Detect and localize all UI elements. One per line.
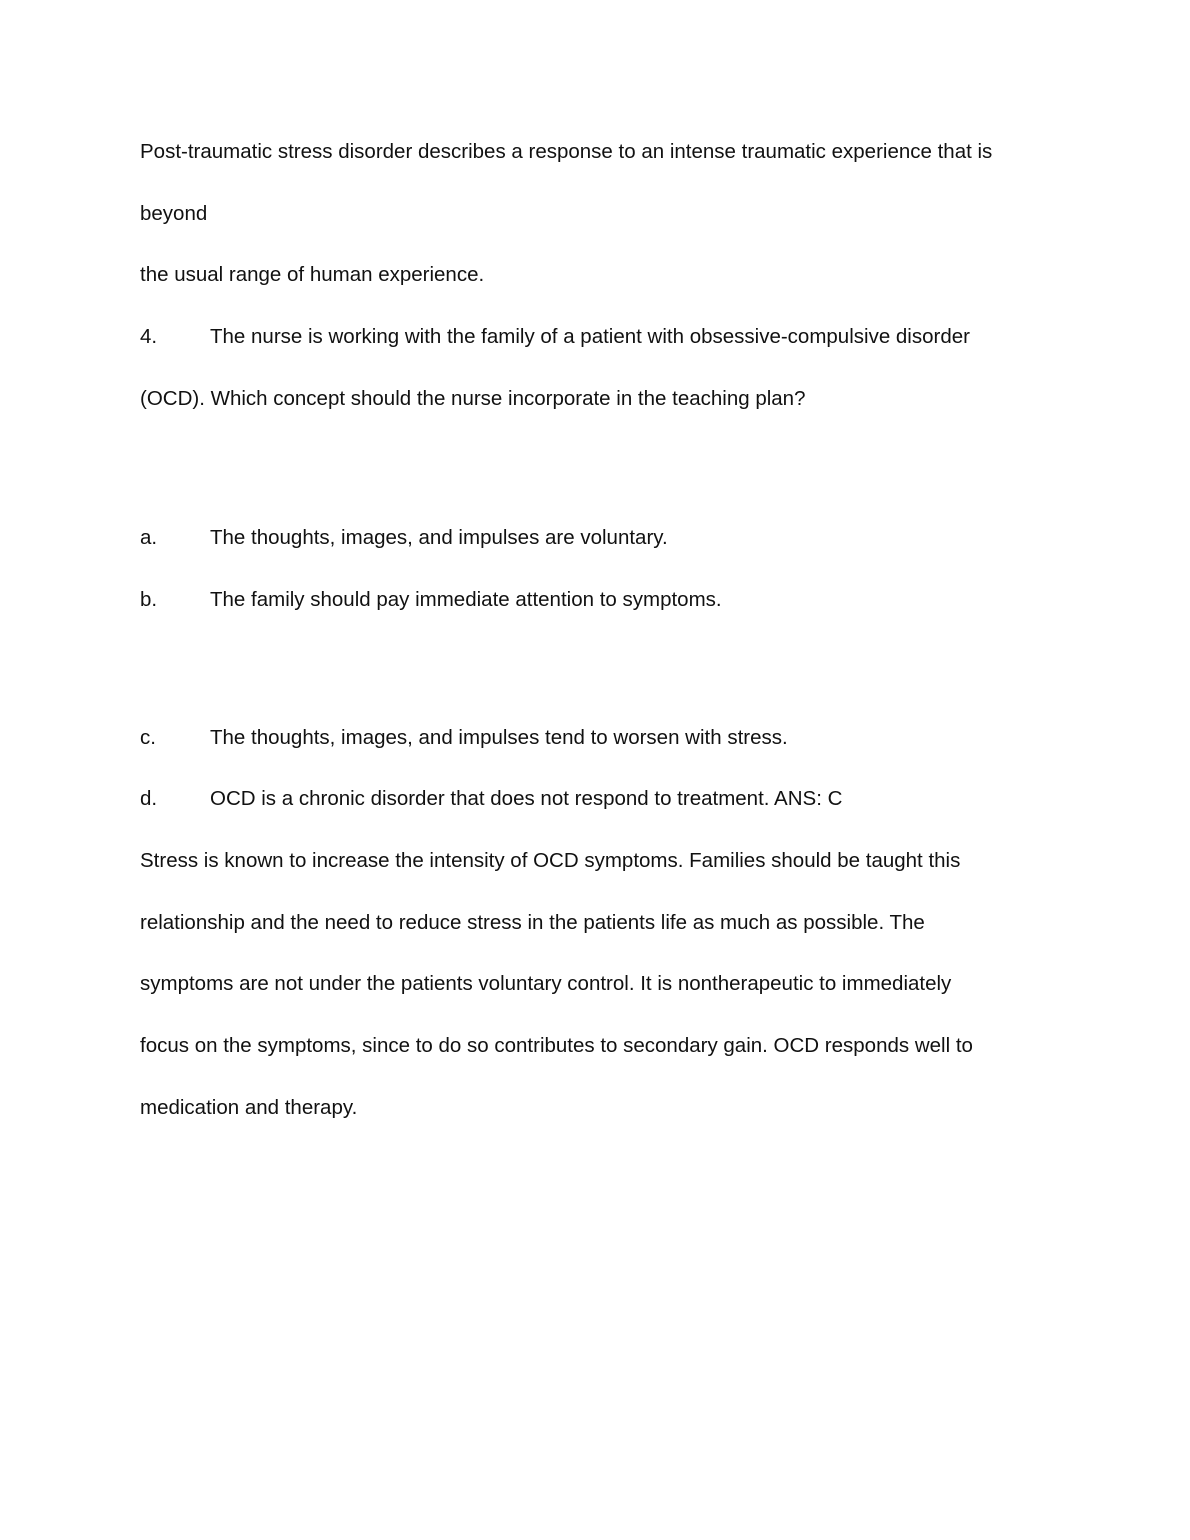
spacer-between-options: [140, 648, 1030, 724]
question-number: 4.: [140, 325, 158, 349]
rationale-line5: medication and therapy.: [140, 1095, 358, 1119]
document-body: [140, 138, 1030, 1121]
option-a-marker: a.: [140, 526, 158, 550]
question-line2: (OCD). Which concept should the nurse incorporate in the teaching plan?: [140, 386, 806, 410]
option-a: [140, 524, 1030, 552]
option-c-marker: c.: [140, 725, 156, 749]
rationale-line3: symptoms are not under the patients voluntary control. It is nontherapeutic to immediately: [140, 972, 952, 996]
option-b: [140, 586, 1030, 614]
question-line1: [140, 323, 1030, 351]
paragraph-intro-line3: the usual range of human experience.: [140, 263, 485, 287]
option-d: [140, 785, 1030, 813]
option-c-text: The thoughts, images, and impulses tend to worsen with stress.: [210, 725, 788, 749]
option-b-text: The family should pay immediate attention to symptoms.: [210, 588, 722, 612]
rationale-line4: focus on the symptoms, since to do so contributes to secondary gain. OCD responds well to: [140, 1034, 973, 1058]
paragraph-intro-line1: Post-traumatic stress disorder describes a response to an intense traumatic experience that is: [140, 140, 993, 163]
question-text-line1: The nurse is working with the family of a patient with obsessive-compulsive disorder: [210, 325, 970, 349]
option-b-marker: b.: [140, 588, 158, 612]
option-d-marker: d.: [140, 787, 158, 811]
option-c: [140, 724, 1030, 752]
option-a-text: The thoughts, images, and impulses are voluntary.: [210, 526, 668, 550]
rationale-line1: Stress is known to increase the intensity of OCD symptoms. Families should be taught this: [140, 849, 961, 873]
rationale-line2: relationship and the need to reduce stress in the patients life as much as possible. The: [140, 910, 925, 934]
paragraph-intro-line2: beyond: [140, 201, 208, 225]
option-d-text: OCD is a chronic disorder that does not respond to treatment. ANS: C: [210, 787, 843, 811]
spacer-after-question: [140, 446, 1030, 524]
